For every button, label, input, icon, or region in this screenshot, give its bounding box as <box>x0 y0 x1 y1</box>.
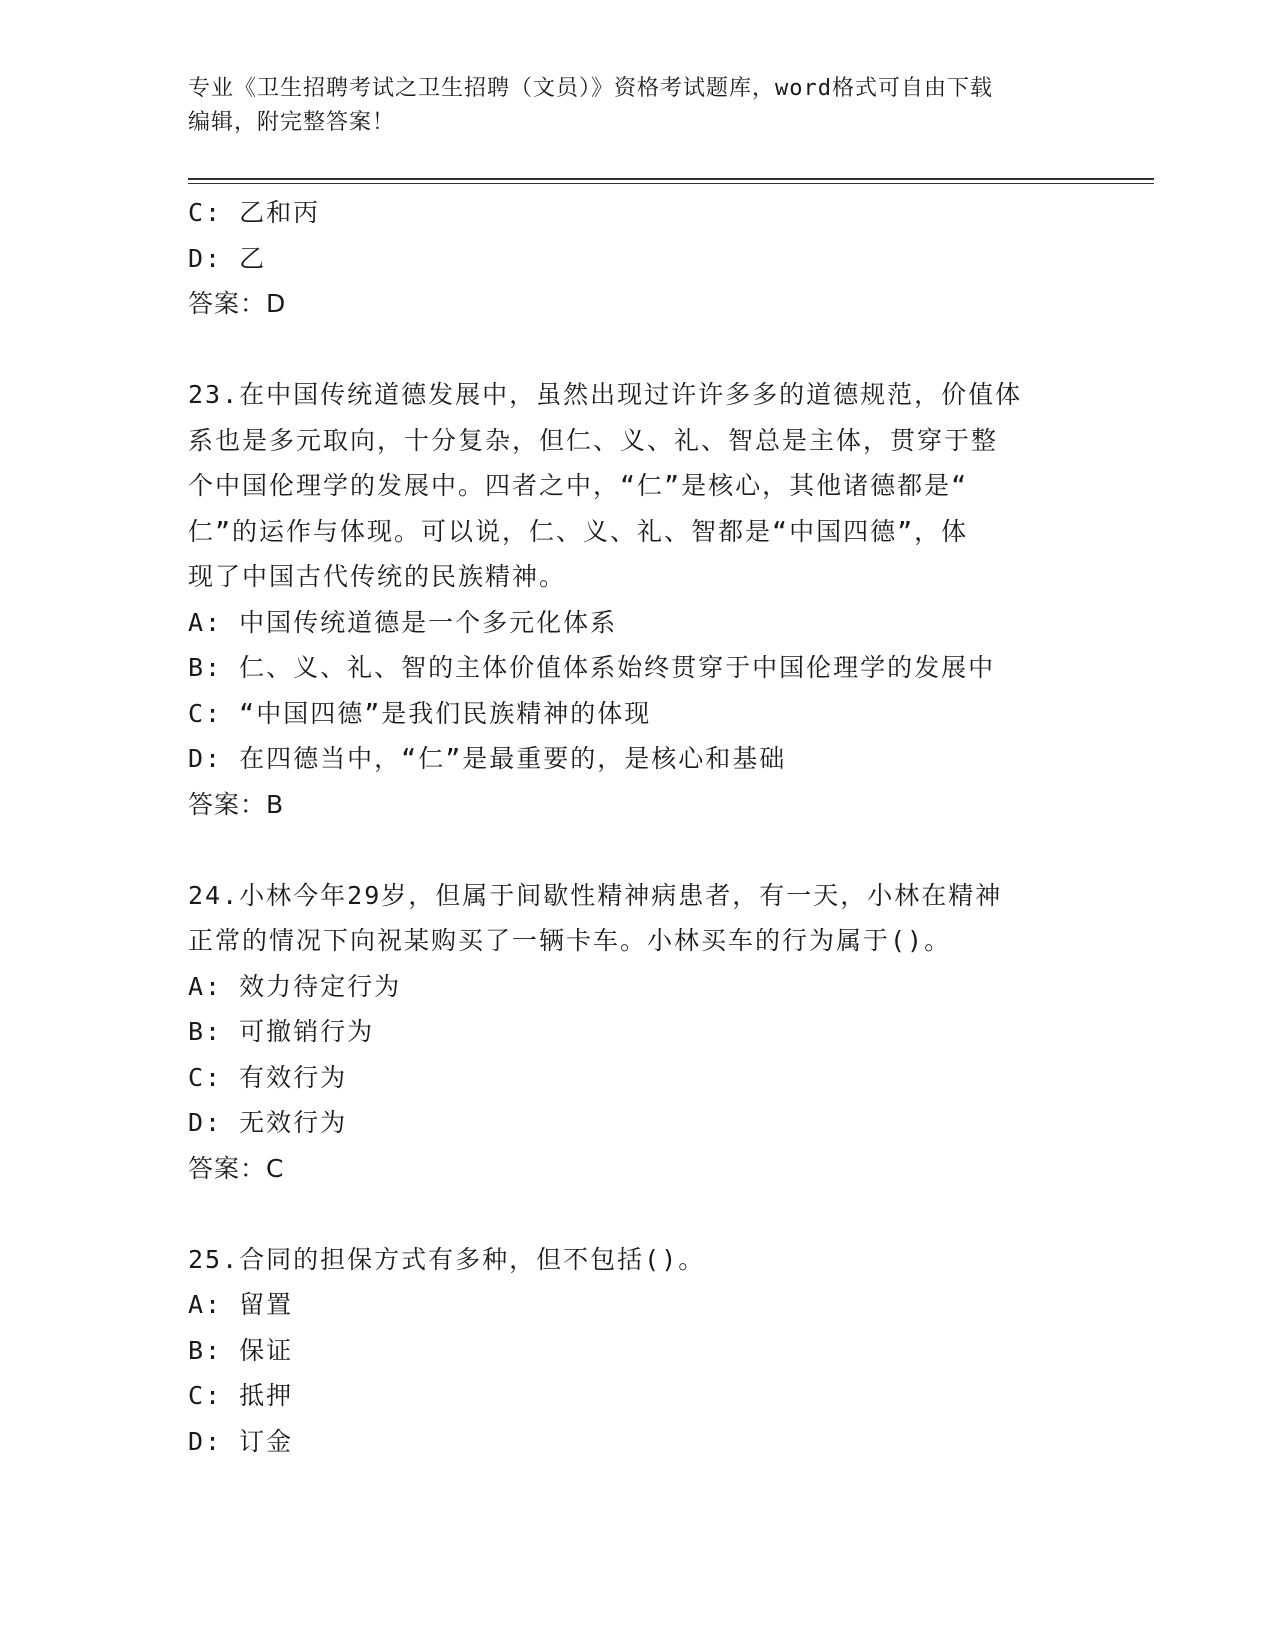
question-25 <box>188 1237 1088 1465</box>
option-a: A: 中国传统道德是一个多元化体系 <box>188 607 618 637</box>
option-b: B: 仁、义、礼、智的主体价值体系始终贯穿于中国伦理学的发展中 <box>188 653 996 682</box>
question-text-line: 23.在中国传统道德发展中，虽然出现过许许多多的道德规范，价值体 <box>188 380 1023 409</box>
header-line-1: 专业《卫生招聘考试之卫生招聘（文员）》资格考试题库，word格式可自由下载 <box>188 76 993 101</box>
answer-label: 答案：B <box>188 789 285 819</box>
question-text-line: 正常的情况下向祝某购买了一辆卡车。小林买车的行为属于()。 <box>188 926 952 955</box>
page-header <box>188 72 1088 140</box>
option-c: C: “中国四德”是我们民族精神的体现 <box>188 698 652 728</box>
answer-label: 答案：C <box>188 1153 285 1183</box>
question-text-line: 个中国伦理学的发展中。四者之中，“仁”是核心，其他诸德都是“ <box>188 471 969 500</box>
answer-label: 答案：D <box>188 289 287 318</box>
option-c: C: 抵押 <box>188 1381 294 1410</box>
question-23 <box>188 372 1088 827</box>
option-d: D: 在四德当中，“仁”是最重要的，是核心和基础 <box>188 744 787 773</box>
option-b: B: 保证 <box>188 1335 294 1365</box>
option-d: D: 订金 <box>188 1426 294 1456</box>
previous-question-tail <box>188 190 1088 327</box>
header-line-2: 编辑，附完整答案！ <box>188 110 396 135</box>
option-a: A: 留置 <box>188 1290 294 1319</box>
question-text-line: 现了中国古代传统的民族精神。 <box>188 562 567 591</box>
option-c: C: 有效行为 <box>188 1062 348 1092</box>
question-text-line: 仁”的运作与体现。可以说，仁、义、礼、智都是“中国四德”，体 <box>188 516 969 546</box>
option-d: D: 乙 <box>188 243 267 273</box>
document-body <box>188 190 1088 1464</box>
option-c: C: 乙和丙 <box>188 198 321 227</box>
option-d: D: 无效行为 <box>188 1108 348 1137</box>
header-divider <box>188 178 1154 184</box>
question-text-line: 25.合同的担保方式有多种，但不包括()。 <box>188 1244 706 1274</box>
option-a: A: 效力待定行为 <box>188 971 402 1001</box>
question-24 <box>188 873 1088 1192</box>
option-b: B: 可撤销行为 <box>188 1017 375 1046</box>
question-text-line: 24.小林今年29岁，但属于间歇性精神病患者，有一天，小林在精神 <box>188 880 1003 910</box>
question-text-line: 系也是多元取向，十分复杂，但仁、义、礼、智总是主体，贯穿于整 <box>188 425 999 455</box>
